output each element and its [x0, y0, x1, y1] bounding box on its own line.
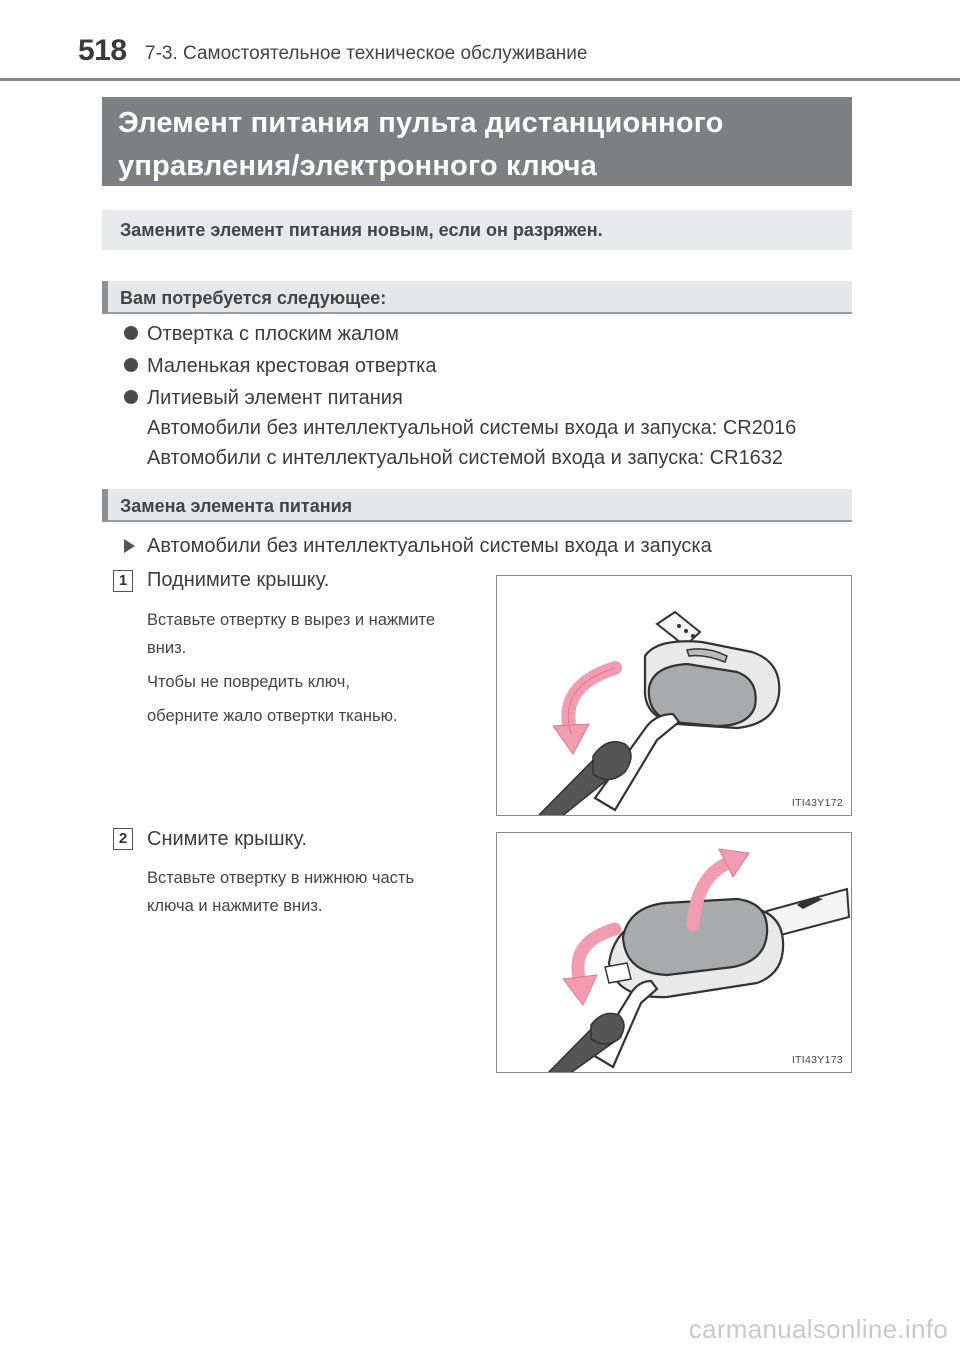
intro-banner: Замените элемент питания новым, если он разряжен.: [102, 210, 852, 250]
needs-heading: Вам потребуется следующее:: [102, 281, 852, 314]
step-1-note-line: вниз.: [147, 639, 187, 657]
step-number-2: 2: [113, 828, 133, 850]
step-2-title: Снимите крышку.: [147, 828, 308, 850]
section-title: 7-3. Самостоятельное техническое обслуживание: [145, 43, 588, 64]
bullet-icon: [124, 326, 138, 340]
step-1-note-line: оберните жало отвертки тканью.: [147, 707, 398, 725]
watermark: carmanualsonline.info: [688, 1314, 948, 1344]
step-1-note-line: Вставьте отвертку в вырез и нажмите: [147, 611, 436, 629]
figure-code: ITI43Y173: [791, 1054, 843, 1066]
step-1-note: [147, 606, 477, 730]
triangle-right-icon: [124, 539, 135, 553]
figure-code: ITI43Y172: [791, 797, 843, 809]
step-1-note-line: Чтобы не повредить ключ,: [147, 673, 350, 691]
list-item-text: Отвертка с плоским жалом: [147, 323, 399, 345]
list-item-text: Литиевый элемент питания: [147, 387, 403, 409]
vehicle-subheading: [124, 532, 712, 560]
page-title: [102, 97, 852, 186]
vehicle-subheading-text: Автомобили без интеллектуальной системы входа и запуска: [147, 535, 712, 557]
step-number-1: 1: [113, 570, 133, 592]
header-divider: [0, 78, 960, 81]
battery-type-line: Автомобили без интеллектуальной системы входа и запуска: CR2016: [147, 417, 797, 439]
page-title-line1: Элемент питания пульта дистанционного: [118, 107, 724, 139]
step-2-note: [147, 864, 477, 920]
step-2-note-line: Вставьте отвертку в нижнюю часть: [147, 869, 415, 887]
figure-remove-cover: [496, 832, 852, 1073]
step-1-title: Поднимите крышку.: [147, 569, 330, 591]
battery-type-line: Автомобили с интеллектуальной системой входа и запуска: CR1632: [147, 447, 784, 469]
list-item-text: Маленькая крестовая отвертка: [147, 355, 437, 377]
key-illustration-1: [497, 576, 852, 816]
replacement-heading: Замена элемента питания: [102, 489, 852, 522]
figure-lift-cover: [496, 575, 852, 816]
bullet-icon: [124, 390, 138, 404]
page-title-line2: управления/электронного ключа: [118, 150, 597, 182]
bullet-icon: [124, 358, 138, 372]
step-2-note-line: ключа и нажмите вниз.: [147, 897, 323, 915]
page-number: 518: [78, 34, 127, 67]
key-illustration-2: [497, 833, 852, 1073]
